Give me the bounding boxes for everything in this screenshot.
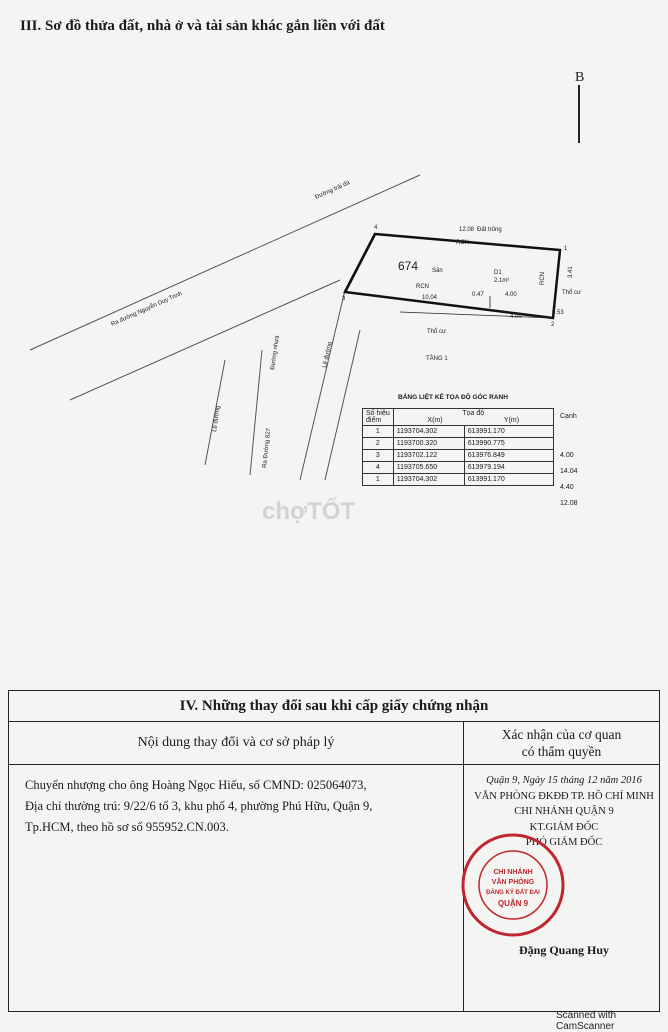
coords-header-sohieu (363, 409, 394, 426)
coords-table (362, 408, 554, 486)
coords-h-x: X(m) (427, 417, 443, 424)
road-label-asphalt: Đường nhựa (270, 335, 281, 371)
coords-header-row (363, 409, 554, 426)
col-left-header: Nội dung thay đổi và cơ sở pháp lý (9, 722, 464, 764)
table-row (363, 426, 554, 438)
confirm-kt: KT.GIÁM ĐỐC (529, 821, 599, 833)
road-edge-4 (250, 350, 262, 475)
canh-value: 4.00 (560, 452, 574, 459)
watermark: chợTỐT (262, 498, 356, 525)
parcel-outline (345, 234, 560, 318)
content-line: Chuyển nhượng cho ông Hoàng Ngọc Hiếu, số CMND: 025064073, (25, 778, 367, 792)
dim-small: 0.53 (552, 310, 564, 316)
road-edge-2 (70, 280, 340, 400)
coord-id: 4 (363, 462, 394, 474)
coord-x: 1193700.320 (393, 438, 464, 450)
col-right-header-1: Xác nhận của cơ quan (501, 727, 622, 742)
change-content (25, 775, 455, 838)
coords-table-title: BẢNG LIỆT KÊ TỌA ĐỘ GÓC RANH (398, 394, 508, 401)
road-label-stone: Đường trải đá (314, 180, 351, 201)
coord-id: 1 (363, 426, 394, 438)
road-top-label: Đất trống (477, 227, 502, 233)
parcel-left-edge (345, 234, 375, 292)
stamp-line4: QUẬN 9 (497, 899, 529, 908)
tho-cu-bottom: Thổ cư (427, 329, 447, 335)
table-row (363, 438, 554, 450)
canh-value: 12.08 (560, 500, 578, 507)
road-label-le1: Lề đường (212, 405, 222, 433)
north-label: B (575, 70, 585, 85)
coord-x: 1193705.650 (393, 462, 464, 474)
dim-mid1: 0.47 (472, 292, 484, 298)
coord-x: 1193704.302 (393, 426, 464, 438)
coord-y: 613990.775 (464, 438, 553, 450)
table-row (363, 462, 554, 474)
section4-column-headers (9, 722, 659, 765)
confirm-pgd: PHÓ GIÁM ĐỐC (525, 837, 603, 848)
col-right-header (464, 726, 659, 760)
coord-x: 1193704.302 (393, 474, 464, 486)
coord-y: 613991.170 (464, 426, 553, 438)
coords-h-sohieu: Số hiệu (366, 410, 390, 417)
tho-cu-right: Thổ cư (562, 290, 582, 296)
content-line: Tp.HCM, theo hồ sơ số 955952.CN.003. (25, 820, 229, 834)
coords-h-xy (397, 417, 550, 424)
rcn-bottom-label: RCN (416, 284, 429, 290)
dim-top: 12.08 (459, 227, 475, 233)
coord-y: 613979.194 (464, 462, 553, 474)
rcn-top-label: RCN (456, 240, 469, 246)
coords-header-toado (393, 409, 553, 426)
section3-title: III. Sơ đồ thửa đất, nhà ở và tài sản khác gắn liền với đất (20, 18, 385, 34)
coord-id: 1 (363, 474, 394, 486)
canh-value: 14.04 (560, 468, 578, 475)
coords-h-diem: điểm (366, 417, 382, 424)
signer-name: Đặng Quang Huy (519, 943, 610, 957)
stamp-line3: ĐĂNG KÝ ĐẤT ĐAI (486, 890, 540, 896)
canh-value: 4.40 (560, 484, 574, 491)
road-edge-5 (300, 290, 345, 480)
stamp-line2: VĂN PHÒNG (491, 879, 535, 886)
table-row (363, 474, 554, 486)
tang-label: TẦNG 1 (426, 356, 448, 362)
dim-lower: 4.00 (510, 314, 522, 320)
table-row (363, 450, 554, 462)
coords-h-toado: Tọa độ (462, 410, 485, 417)
point-3: 3 (342, 296, 346, 302)
coord-y: 613976.849 (464, 450, 553, 462)
road-label-827: Ra Đường 827 (262, 427, 273, 469)
rcn-right-label: RCN (540, 272, 546, 285)
col-right-header-2: có thẩm quyền (521, 744, 602, 759)
point-1: 1 (564, 246, 568, 252)
dim-mid2: 4.00 (505, 292, 517, 298)
d1-area: 2.1m² (494, 278, 510, 284)
dim-bottom: 10.04 (422, 295, 438, 301)
coord-id: 2 (363, 438, 394, 450)
scanner-footer: Scanned with CamScanner (556, 1010, 617, 1032)
coords-h-canh: Cạnh (560, 413, 577, 420)
confirm-office1: VĂN PHÒNG ĐKĐĐ TP. HỒ CHÍ MINH (474, 790, 654, 802)
content-line: Địa chỉ thường trú: 9/22/6 tổ 3, khu phố 4, phường Phú Hữu, Quận 9, (25, 799, 373, 813)
point-4: 4 (374, 225, 378, 231)
confirm-date: Quận 9, Ngày 15 tháng 12 năm 2016 (486, 775, 642, 786)
confirm-office2: CHI NHÁNH QUẬN 9 (514, 806, 614, 817)
official-stamp (458, 830, 568, 940)
coord-id: 3 (363, 450, 394, 462)
coord-y: 613991.170 (464, 474, 553, 486)
road-label-le2: Lề đường (322, 341, 334, 369)
parcel-number: 674 (398, 259, 419, 273)
point-2: 2 (551, 322, 555, 328)
stamp-line1: CHI NHÁNH (493, 869, 533, 876)
san-label: Sân (432, 268, 443, 274)
dim-right: 3.41 (568, 266, 574, 278)
d1-label: D1 (494, 270, 502, 276)
coords-h-y: Y(m) (503, 417, 520, 424)
coord-x: 1193702.122 (393, 450, 464, 462)
section4-title: IV. Những thay đổi sau khi cấp giấy chứng nhận (9, 691, 659, 722)
road-label-ndt: Ra đường Nguyễn Duy Trinh (110, 291, 184, 328)
